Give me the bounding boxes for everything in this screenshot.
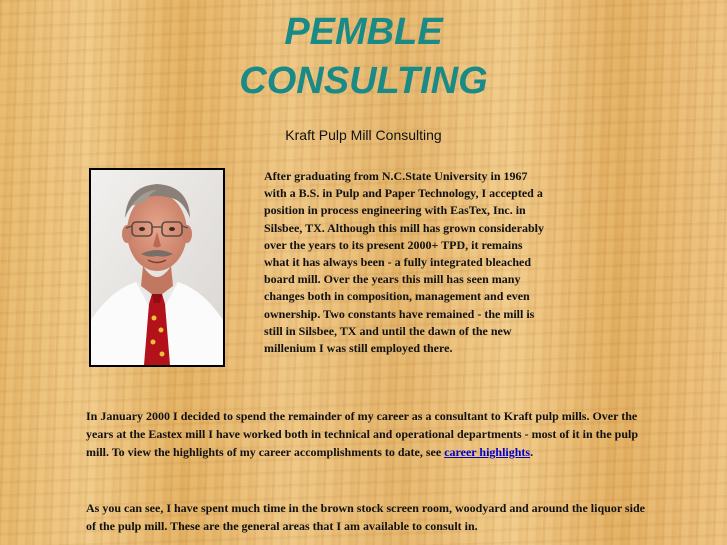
career-highlights-link[interactable]: career highlights: [444, 445, 531, 460]
page-title-line1: PEMBLE: [284, 11, 443, 53]
career-text-after: .: [530, 445, 534, 460]
portrait-photo: [89, 168, 225, 367]
portrait-image: [91, 170, 223, 365]
career-text-before: In January 2000 I decided to spend the remainder of my career as a consultant to Kraft pulp mills. Over the years at the Eastex mill I have worked both in technical and operational departments - most of it in the pulp mill. To view the highlights of my career accomplishments to date, see: [86, 409, 638, 460]
intro-paragraph: After graduating from N.C.State University in 1967 with a B.S. in Pulp and Paper Technology, I accepted a position in process engineering with EasTex, Inc. in Silsbee, TX. Although this mill has grown considerably over the years to its present 2000+ TPD, it remains what it has always been - a fully integrated bleached board mill. Over the years this mill has seen many changes both in composition, management and even ownership. Two constants have remained - the mill is still in Silsbee, TX and until the dawn of the new millenium I was still employed there.: [264, 169, 544, 356]
page-title-line2: CONSULTING: [239, 60, 488, 102]
career-paragraph: [86, 407, 646, 462]
consulting-areas-paragraph: As you can see, I have spent much time in the brown stock screen room, woodyard and around the liquor side of the pulp mill. These are the general areas that I am available to consult in.: [86, 501, 645, 534]
page-subtitle: Kraft Pulp Mill Consulting: [285, 127, 442, 143]
